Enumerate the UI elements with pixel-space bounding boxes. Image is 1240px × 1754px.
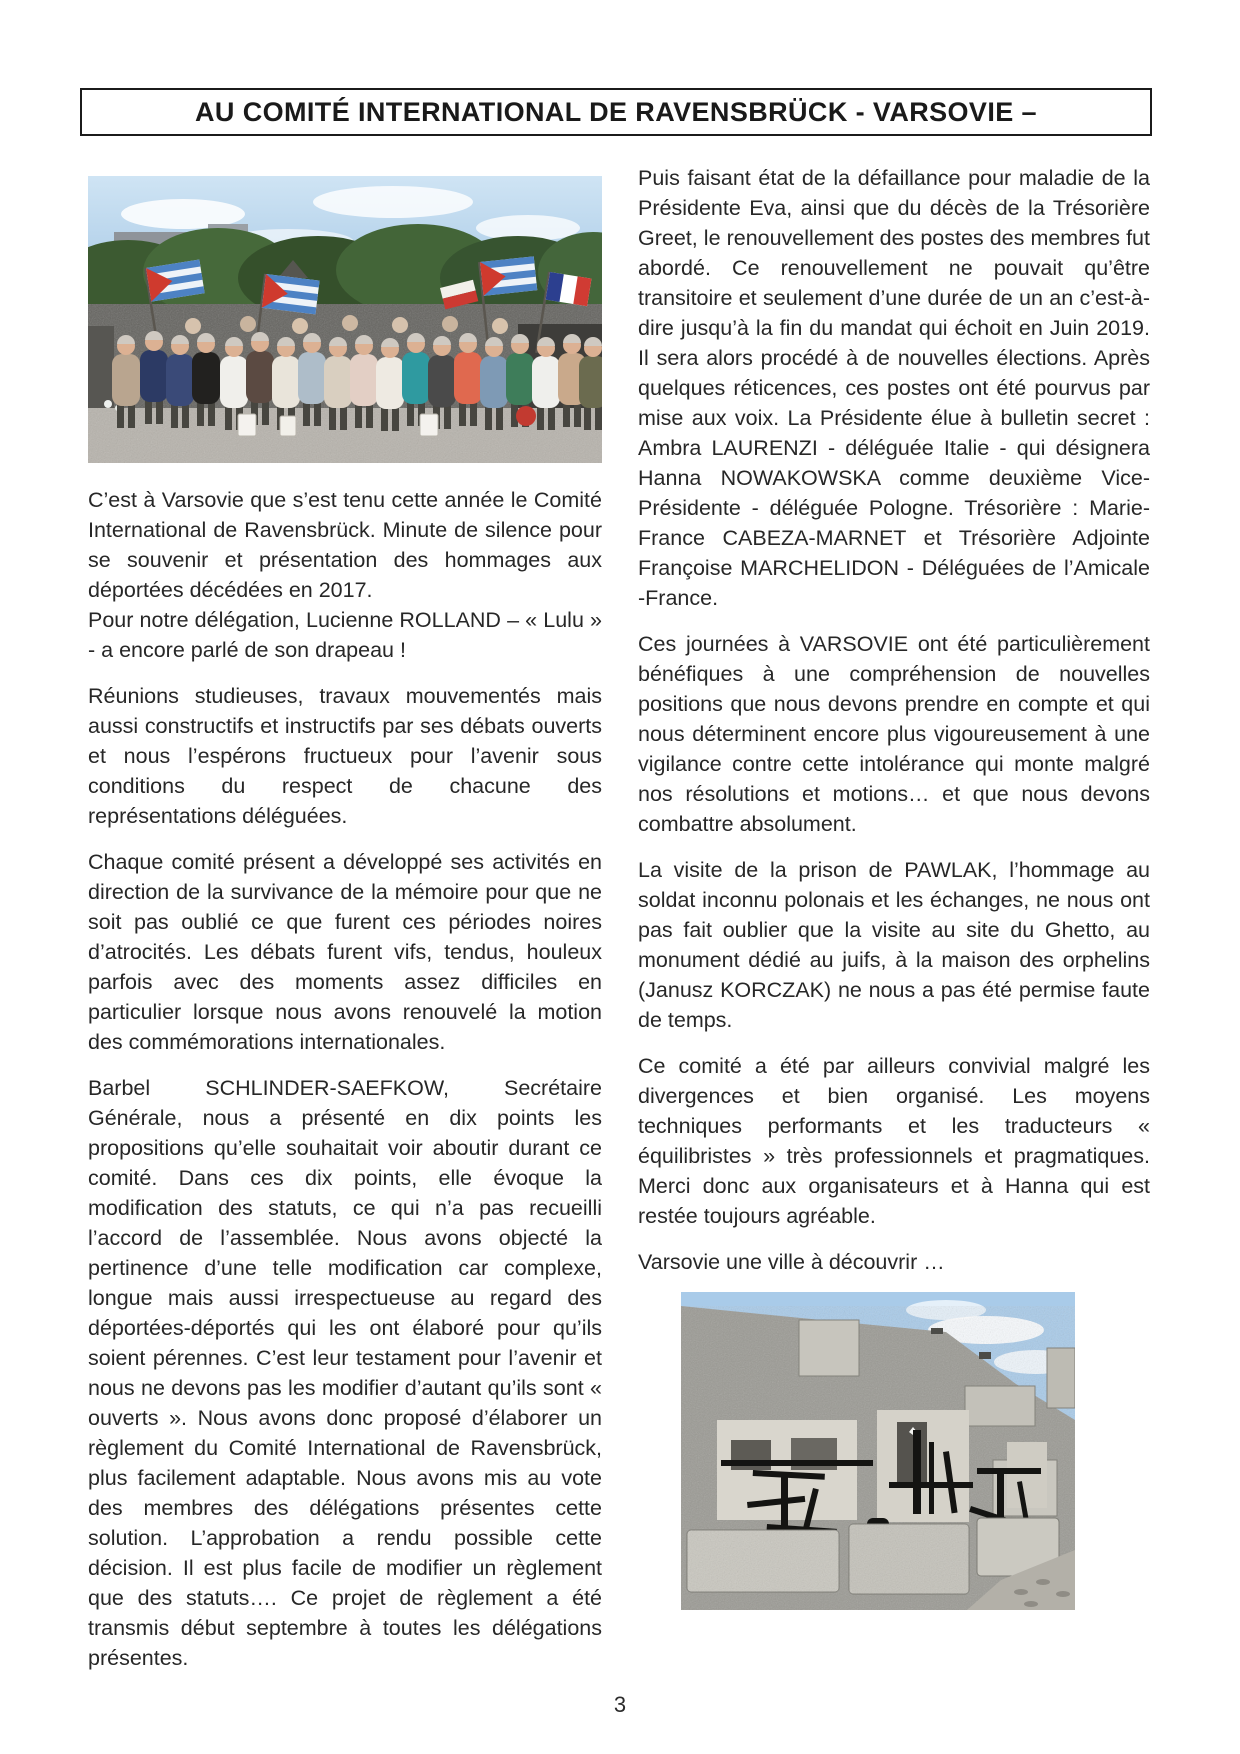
paragraph: Ce comité a été par ailleurs convivial malgré les divergences et bien organisé. Les moyens techniques performants et les traducteurs « équilibristes » très professionnels et pragmatiques. Merci donc aux organisateurs et à Hanna qui est restée toujours agréable. xyxy=(638,1054,1150,1228)
right-column xyxy=(638,163,1150,1293)
group-photo xyxy=(88,176,602,463)
paragraph: Varsovie une ville à découvrir … xyxy=(638,1250,945,1274)
page-title: AU COMITÉ INTERNATIONAL DE RAVENSBRÜCK - VARSOVIE – xyxy=(195,96,1037,127)
paragraph: Ces journées à VARSOVIE ont été particulièrement bénéfiques à une compréhension de nouvelles positions que nous devons prendre en compte et qui nous déterminent encore plus vigoureusement à une vigilance contre cette intolérance qui monte malgré nos résolutions et motions… et que nous devons combattre absolument. xyxy=(638,632,1150,836)
page-number: 3 xyxy=(613,1692,627,1717)
paragraph: La visite de la prison de PAWLAK, l’hommage au soldat inconnu polonais et les échanges, ne nous ont pas fait oublier que la visite au site du Ghetto, au monument dédié au juifs, à la maison des orphelins (Janusz KORCZAK) ne nous a pas été permise faute de temps. xyxy=(638,858,1150,1032)
paragraph: Réunions studieuses, travaux mouvementés mais aussi constructifs et instructifs par ses débats ouverts et nous l’espérons fructueux pour l’avenir sous conditions du respect de chacune des représentations déléguées. xyxy=(88,684,602,828)
monument-photo xyxy=(681,1292,1075,1610)
left-column xyxy=(88,176,602,1689)
page-title-banner xyxy=(80,88,1152,136)
paragraph: Pour notre délégation, Lucienne ROLLAND – « Lulu » - a encore parlé de son drapeau ! xyxy=(88,608,602,662)
paragraph: Chaque comité présent a développé ses activités en direction de la survivance de la mémoire pour que ne soit pas oublié ce que furent ces périodes noires d’atrocités. Les débats furent vifs, tendus, houleux parfois avec des moments assez difficiles en particulier lorsque nous avons renouvelé la motion des commémorations internationales. xyxy=(88,850,602,1054)
paragraph: Barbel SCHLINDER-SAEFKOW, Secrétaire Générale, nous a présenté en dix points les propositions qu’elle souhaitait voir aboutir durant ce comité. Dans ces dix points, elle évoque la modification des statuts, ce qui n’a pas recueilli l’accord de l’assemblée. Nous avons objecté la pertinence d’une telle modification car complexe, longue mais aussi irrespectueuse au regard des déportées-déportés qui les ont élaboré pour qu’ils soient pérennes. C’est leur testament pour l’avenir et nous ne devons pas les modifier d’autant qu’ils sont « ouverts ». Nous avons donc proposé d’élaborer un règlement du Comité International de Ravensbrück, plus facilement adaptable. Nous avons mis au vote des membres des délégations présentes cette solution. L’approbation a rendu possible cette décision. Il est plus facile de modifier un règlement que des statuts…. Ce projet de règlement a été transmis début septembre à toutes les délégations présentes. xyxy=(88,1076,602,1670)
paragraph: Puis faisant état de la défaillance pour maladie de la Présidente Eva, ainsi que du décès de la Trésorière Greet, le renouvellement des postes des membres fut abordé. Ce renouvellement ne pouvait qu’être transitoire et seulement d’une durée de un an c’est-à-dire jusqu’à la fin du mandat qui échoit en Juin 2019. Il sera alors procédé à de nouvelles élections. Après quelques réticences, ces postes ont été pourvus par mise aux voix. La Présidente élue à bulletin secret : Ambra LAURENZI - déléguée Italie - qui désignera Hanna NOWAKOWSKA comme deuxième Vice- Présidente - déléguée Pologne. Trésorière : Marie-France CABEZA-MARNET et Trésorière Adjointe Françoise MARCHELIDON - Déléguées de l’Amicale -France. xyxy=(638,166,1150,610)
paragraph: C’est à Varsovie que s’est tenu cette année le Comité International de Ravensbrück. Minute de silence pour se souvenir et présentation des hommages aux déportées décédées en 2017. xyxy=(88,488,602,602)
